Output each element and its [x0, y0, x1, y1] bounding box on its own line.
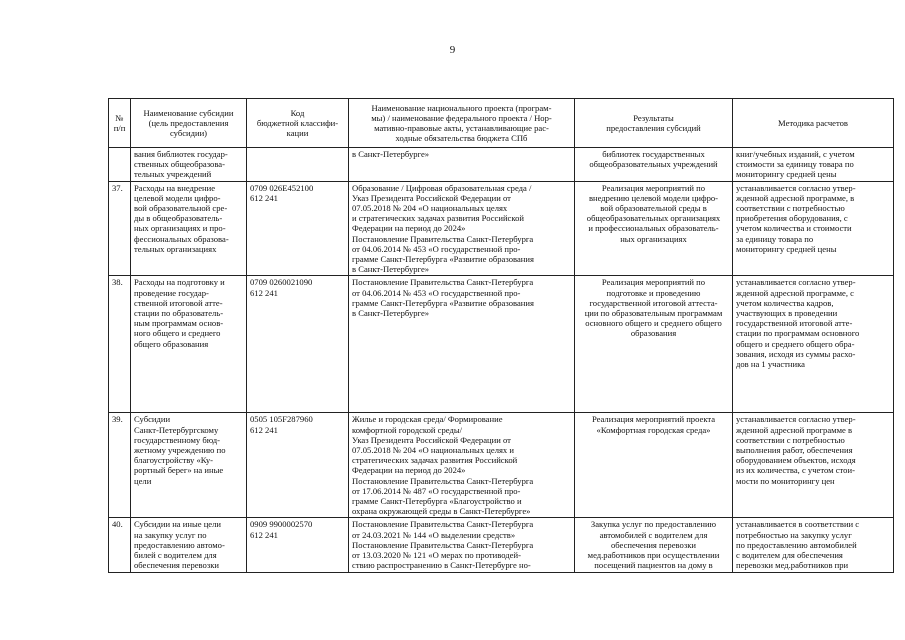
- table-row: [109, 518, 894, 573]
- results: Реализация мероприятий по внедрению целевой модели цифро- вой образовательной среды в общеобразовательных организациях и профессиональных образователь- ных организациях: [575, 181, 733, 276]
- subsidy-name: Субсидии Санкт-Петербургскому государственному бюд- жетному учреждению по благоустройству «Ку- рортный берег» на иные цели: [131, 413, 247, 518]
- row-number: 39.: [109, 413, 131, 518]
- calculation-method: устанавливается согласно утвер- жденной адресной программе в соответствии с потребностью выполнения работ, обеспечения оборудованием объектов, исходя из их количества, с учетом стои- мости по мониторингу цен: [733, 413, 894, 518]
- national-project: Жилье и городская среда/ Формирование комфортной городской среды/ Указ Президента Российской Федерации от 07.05.2018 № 204 «О национальных целях и стратегических задачах развития Российской Федерации на период до 2024» Постановление Правительства Санкт-Петербурга от 17.06.2014 № 487 «О государственной про- грамме Санкт-Петербурга «Благоустройство и охрана окружающей среды в Санкт-Петербурге»: [349, 413, 575, 518]
- budget-code: 0709 026E452100 612 241: [247, 181, 349, 276]
- national-project: Постановление Правительства Санкт-Петербурга от 04.06.2014 № 453 «О государственной про- грамме Санкт-Петербурга «Развитие образования в Санкт-Петербурге»: [349, 276, 575, 413]
- row-number: [109, 148, 131, 182]
- results: Закупка услуг по предоставлению автомобилей с водителем для обеспечения перевозки мед.работников при осуществлении посещений пациентов на дому в: [575, 518, 733, 573]
- budget-code: [247, 148, 349, 182]
- header-calculation-method: Методика расчетов: [733, 99, 894, 148]
- header-national-project: Наименование национального проекта (програм- мы) / наименование федерального проекта / Нор- мативно-правовые акты, устанавливающие рас- ходные обязательства бюджета СПб: [349, 99, 575, 148]
- calculation-method: устанавливается согласно утвер- жденной адресной программе, с учетом количества кадров, участвующих в проведении государственной итоговой атте- стации по программам основного общего и среднего общего обра- зования, исходя из суммы расхо- дов на 1 участника: [733, 276, 894, 413]
- page-number: 9: [449, 44, 456, 56]
- calculation-method: устанавливается в соответствии с потребностью на закупку услуг по предоставлению автомобилей с водителем для обеспечения перевозки мед.работников при: [733, 518, 894, 573]
- national-project: Образование / Цифровая образовательная среда / Указ Президента Российской Федерации от 07.05.2018 № 204 «О национальных целях и стратегических задачах развития Российской Федерации на период до 2024» Постановление Правительства Санкт-Петербурга от 04.06.2014 № 453 «О государственной про- грамме Санкт-Петербурга «Развитие образования в Санкт-Петербурге»: [349, 181, 575, 276]
- budget-code: 0505 105F287960 612 241: [247, 413, 349, 518]
- subsidy-name: Расходы на подготовку и проведение государ- ственной итоговой атте- стации по образователь- ным программам основ- ного общего и среднего общего образования: [131, 276, 247, 413]
- table-row: [109, 181, 894, 276]
- header-number: № п/п: [109, 99, 131, 148]
- row-number: 40.: [109, 518, 131, 573]
- table-header-row: [109, 99, 894, 148]
- table-row: [109, 413, 894, 518]
- results: Реализация мероприятий проекта «Комфортная городская среда»: [575, 413, 733, 518]
- results: Реализация мероприятий по подготовке и проведению государственной итоговой аттеста- ции по образовательным программам основного общего и среднего общего образования: [575, 276, 733, 413]
- national-project: в Санкт-Петербурге»: [349, 148, 575, 182]
- subsidy-name: Расходы на внедрение целевой модели цифро- вой образовательной сре- ды в общеобразователь- ных организациях и про- фессиональных образова- тельных организациях: [131, 181, 247, 276]
- table-row: [109, 148, 894, 182]
- header-budget-code: Код бюджетной классифи- кации: [247, 99, 349, 148]
- subsidies-table: [108, 98, 894, 573]
- table-row: [109, 276, 894, 413]
- budget-code: 0909 9900002570 612 241: [247, 518, 349, 573]
- national-project: Постановление Правительства Санкт-Петербурга от 24.03.2021 № 144 «О выделении средств» Постановление Правительства Санкт-Петербурга от 13.03.2020 № 121 «О мерах по противодей- ствию распространению в Санкт-Петербурге но-: [349, 518, 575, 573]
- budget-code: 0709 0260021090 612 241: [247, 276, 349, 413]
- calculation-method: устанавливается согласно утвер- жденной адресной программе, в соответствии с потребностью приобретения оборудования, с учетом количества и стоимости за единицу товара по мониторингу средней цены: [733, 181, 894, 276]
- header-subsidy-name: Наименование субсидии (цель предоставления субсидии): [131, 99, 247, 148]
- subsidy-name: Субсидии на иные цели на закупку услуг по предоставлению автомо- билей с водителем для обеспечения перевозки: [131, 518, 247, 573]
- row-number: 38.: [109, 276, 131, 413]
- calculation-method: книг/учебных изданий, с учетом стоимости за единицу товара по мониторингу средней цены: [733, 148, 894, 182]
- row-number: 37.: [109, 181, 131, 276]
- header-results: Результаты предоставления субсидий: [575, 99, 733, 148]
- results: библиотек государственных общеобразовательных учреждений: [575, 148, 733, 182]
- subsidy-name: вания библиотек государ- ственных общеобразова- тельных учреждений: [131, 148, 247, 182]
